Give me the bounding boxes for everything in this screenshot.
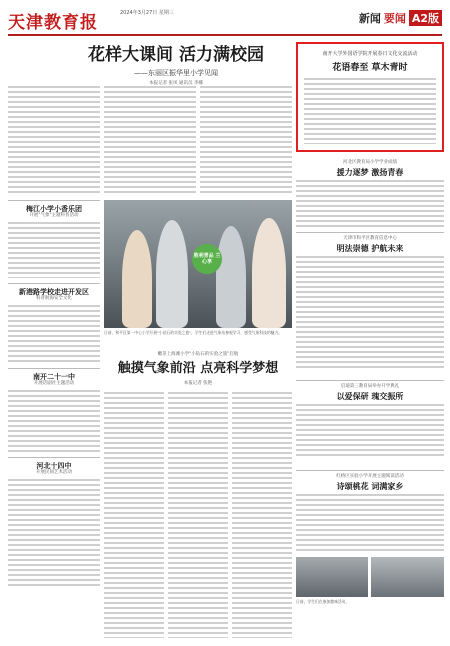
lead-subhead: ——东丽区振华里小学见闻 <box>134 69 218 77</box>
science-kicker: 嫩芽上海滩小学"小钻石的实验之旅"启航 <box>157 352 239 357</box>
divider <box>8 368 100 369</box>
right-story-3-title: 明法崇德 护航未来 <box>336 243 404 253</box>
photo-badge: 胜利青品 兰心享 <box>192 244 222 274</box>
left-story-1-title: 梅江小学小香乐团 <box>26 204 82 213</box>
main-photo-caption: 日前，和平区第一中心小学开展"小钻石的实验之旅"，学生们走进气象站参观学习，感受气象科技的魅力。 <box>104 330 283 335</box>
right-story-5-title: 诗颂桃花 词满家乡 <box>336 481 404 491</box>
subsection-label: 要闻 <box>383 12 406 25</box>
highlighted-story-body <box>304 78 436 144</box>
left-story-4-title: 河北十四中 <box>36 461 72 470</box>
left-story-1-body <box>8 222 100 278</box>
highlighted-story-title: 花语春至 草木青时 <box>332 63 408 73</box>
issue-date: 2024年3月27日 星期三 <box>120 10 174 16</box>
photo <box>371 557 444 597</box>
divider <box>8 283 100 284</box>
left-story-4-subtitle: 开展民间艺术活动 <box>36 470 72 475</box>
science-body-column-2 <box>168 392 228 638</box>
right-story-5-body <box>296 494 444 554</box>
right-story-3 <box>296 232 444 368</box>
highlighted-story-kicker: 南开大学外国语学院开展春日文化交流活动 <box>322 51 418 57</box>
left-sidebar <box>8 200 100 589</box>
right-story-2-body <box>296 180 444 230</box>
science-body-column-1 <box>104 392 164 638</box>
right-story-2-kicker: 河北区教育局小学学业成绩 <box>343 160 397 165</box>
photo <box>296 557 368 597</box>
right-story-5-caption: 日前，学生们在参加趣味活动。 <box>296 599 350 604</box>
right-story-2 <box>296 160 444 230</box>
left-story-3-subtitle: 开展话剧社主题活动 <box>33 381 75 386</box>
divider <box>296 232 444 233</box>
right-story-2-title: 援力逐梦 激扬青春 <box>336 167 404 177</box>
main-photo <box>104 200 292 328</box>
right-story-4 <box>296 380 444 458</box>
divider <box>8 200 100 201</box>
left-story-3-title: 南开二十一中 <box>33 372 75 381</box>
section-label: 新闻 <box>358 12 381 25</box>
lead-body-column-3 <box>200 86 292 194</box>
person-figure <box>156 220 188 328</box>
right-story-4-kicker: 启迪第三教育局举办开学典礼 <box>340 384 400 389</box>
lead-byline: 本报记者 张凤 通讯员 李娜 <box>149 81 203 86</box>
person-figure <box>252 218 286 328</box>
left-story-2-title: 新港路学校走进开发区 <box>19 287 89 296</box>
lead-headline: 花样大课间 活力满校园 <box>88 45 264 65</box>
person-figure <box>122 230 152 328</box>
left-story-1-subtitle: 开展"气象"主题科普活动 <box>29 213 79 218</box>
science-headline: 触摸气象前沿 点亮科学梦想 <box>117 361 279 376</box>
left-story-2-subtitle: 科普航海安全文化 <box>36 296 72 301</box>
left-story-3-body <box>8 390 100 452</box>
edition-label <box>359 10 442 26</box>
page-number: A2版 <box>409 10 442 26</box>
divider <box>296 380 444 381</box>
lead-story-header <box>60 44 292 86</box>
left-story-2-body <box>8 305 100 363</box>
right-story-3-body <box>296 256 444 368</box>
left-story-4-body <box>8 479 100 589</box>
lead-body-column-1 <box>8 86 100 194</box>
science-story-header <box>104 352 292 386</box>
science-body-column-3 <box>232 392 292 638</box>
right-story-3-kicker: 天津市和平区教育信息中心 <box>343 236 397 241</box>
person-figure <box>216 226 246 328</box>
highlighted-story <box>296 42 444 152</box>
masthead <box>8 6 442 36</box>
science-byline: 本报记者 张艳 <box>183 381 213 386</box>
divider <box>296 470 444 471</box>
right-story-4-body <box>296 404 444 458</box>
right-story-5-photos <box>296 557 444 597</box>
right-story-5-kicker: 红桥区实验小学开展主题阅读活动 <box>336 474 404 479</box>
newspaper-logo: 天津教育报 <box>8 13 98 33</box>
lead-body-column-2 <box>104 86 196 194</box>
right-story-4-title: 以爱保研 瑰交振所 <box>336 391 404 401</box>
right-story-5 <box>296 470 444 605</box>
divider <box>8 457 100 458</box>
